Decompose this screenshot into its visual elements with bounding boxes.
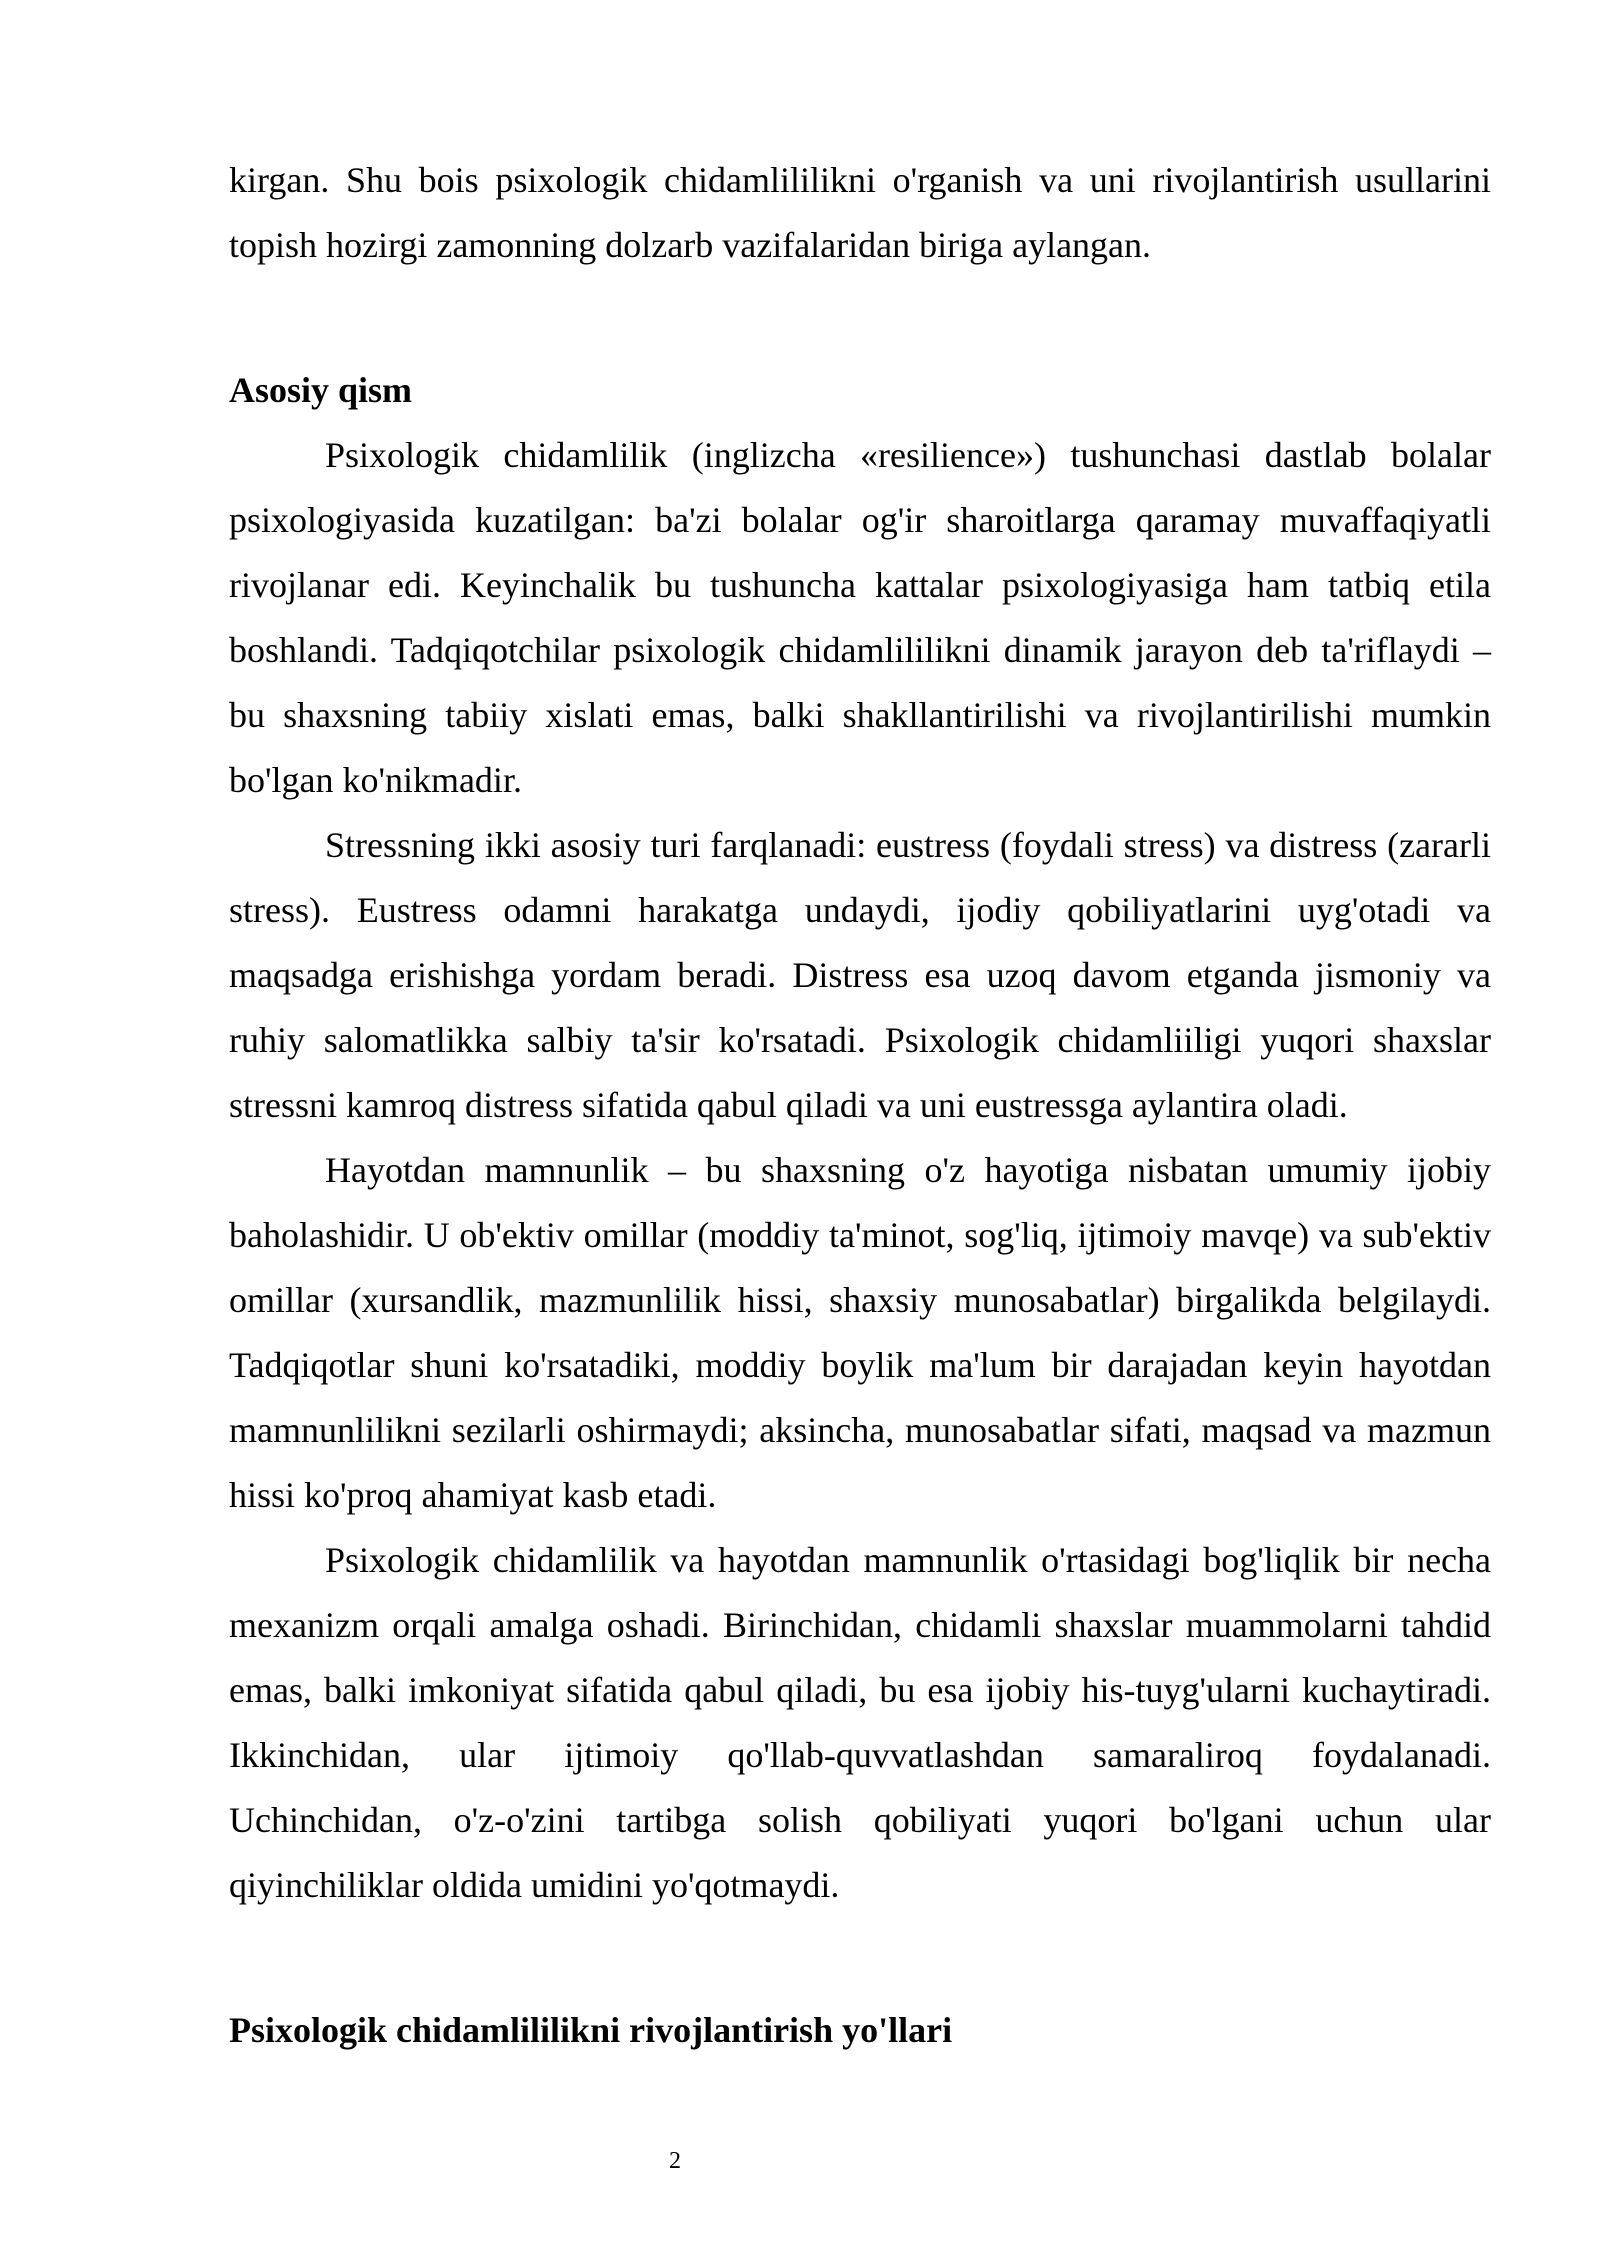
body-paragraph: Psixologik chidamlilik va hayotdan mamnunlik o'rtasidagi bog'liqlik bir necha mexanizm orqali amalga oshadi. Birinchidan, chidamli shaxslar muammolarni tahdid emas, balki imkoniyat sifatida qabul qiladi, bu esa ijobiy his-tuyg'ularni kuchaytiradi. Ikkinchidan, ular ijtimoiy qo'llab-quvvatlashdan samaraliroq foydalanadi. Uchinchidan, o'z-o'zini tartibga solish qobiliyati yuqori bo'lgani uchun ular qiyinchiliklar oldida umidini yo'qotmaydi. [229, 1540, 1491, 1905]
intro-paragraph: kirgan. Shu bois psixologik chidamlililikni o'rganish va uni rivojlantirish usullarini topish hozirgi zamonning dolzarb vazifalaridan biriga aylangan. [229, 160, 1491, 265]
section-heading-development: Psixologik chidamlililikni rivojlantirish yo'llari [229, 2010, 953, 2050]
body-paragraph: Psixologik chidamlilik (inglizcha «resilience») tushunchasi dastlab bolalar psixologiyasida kuzatilgan: ba'zi bolalar og'ir sharoitlarga qaramay muvaffaqiyatli rivojlanar edi. Keyinchalik bu tushuncha kattalar psixologiyasiga ham tatbiq etila boshlandi. Tadqiqotchilar psixologik chidamlililikni dinamik jarayon deb ta'riflaydi – bu shaxsning tabiiy xislati emas, balki shakllantirilishi va rivojlantirilishi mumkin bo'lgan ko'nikmadir. [229, 435, 1491, 800]
page-number: 2 [669, 2148, 681, 2174]
section-heading-main: Asosiy qism [229, 370, 413, 410]
body-paragraph: Stressning ikki asosiy turi farqlanadi: eustress (foydali stress) va distress (zararli stress). Eustress odamni harakatga undaydi, ijodiy qobiliyatlarini uyg'otadi va maqsadga erishishga yordam beradi. Distress esa uzoq davom etganda jismoniy va ruhiy salomatlikka salbiy ta'sir ko'rsatadi. Psixologik chidamliiligi yuqori shaxslar stressni kamroq distress sifatida qabul qiladi va uni eustressga aylantira oladi. [229, 825, 1491, 1125]
document-page [229, 148, 1491, 2063]
section-spacer [229, 1918, 1491, 1998]
body-paragraph: Hayotdan mamnunlik – bu shaxsning o'z hayotiga nisbatan umumiy ijobiy baholashidir. U ob'ektiv omillar (moddiy ta'minot, sog'liq, ijtimoiy mavqe) va sub'ektiv omillar (xursandlik, mazmunlilik hissi, shaxsiy munosabatlar) birgalikda belgilaydi. Tadqiqotlar shuni ko'rsatadiki, moddiy boylik ma'lum bir darajadan keyin hayotdan mamnunlilikni sezilarli oshirmaydi; aksincha, munosabatlar sifati, maqsad va mazmun hissi ko'proq ahamiyat kasb etadi. [229, 1150, 1491, 1515]
section-spacer [229, 278, 1491, 358]
